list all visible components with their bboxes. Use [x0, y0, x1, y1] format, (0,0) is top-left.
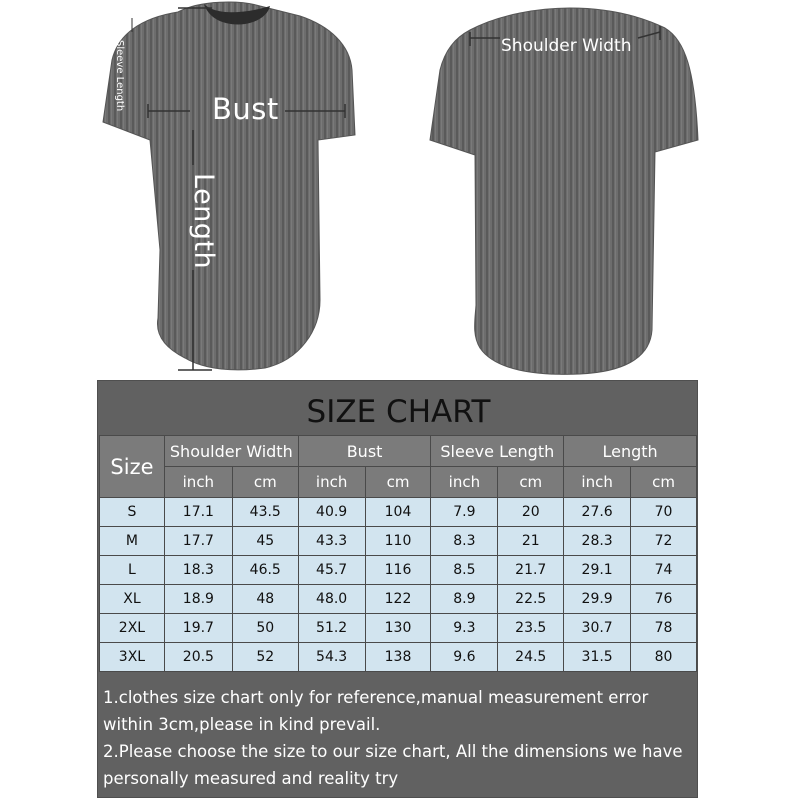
measurement-cell: 19.7	[164, 614, 232, 643]
measurement-cell: 17.7	[164, 527, 232, 556]
group-header-row	[100, 436, 697, 467]
size-chart	[97, 380, 698, 798]
table-row	[100, 585, 697, 614]
group-header-bust: Bust	[298, 436, 431, 467]
measurement-cell: 24.5	[498, 643, 564, 672]
unit-header: inch	[164, 467, 232, 498]
unit-header: inch	[298, 467, 365, 498]
measurement-cell: 46.5	[232, 556, 298, 585]
unit-header: cm	[365, 467, 431, 498]
size-cell: 3XL	[100, 643, 165, 672]
size-chart-title: SIZE CHART	[306, 394, 491, 430]
measurement-cell: 8.5	[431, 556, 498, 585]
measurement-cell: 74	[631, 556, 697, 585]
measurement-cell: 28.3	[564, 527, 631, 556]
measurement-cell: 30.7	[564, 614, 631, 643]
unit-header: cm	[232, 467, 298, 498]
table-row	[100, 556, 697, 585]
note-line: personally measured and reality try	[103, 769, 399, 788]
measurement-cell: 110	[365, 527, 431, 556]
measurement-cell: 20.5	[164, 643, 232, 672]
measurement-cell: 78	[631, 614, 697, 643]
measurement-cell: 20	[498, 498, 564, 527]
unit-header: cm	[498, 467, 564, 498]
measurement-cell: 54.3	[298, 643, 365, 672]
measurement-cell: 52	[232, 643, 298, 672]
measurement-cell: 45	[232, 527, 298, 556]
table-row	[100, 498, 697, 527]
measurement-cell: 17.1	[164, 498, 232, 527]
measurement-cell: 8.9	[431, 585, 498, 614]
measurement-cell: 40.9	[298, 498, 365, 527]
measurement-cell: 7.9	[431, 498, 498, 527]
note-line: 1.clothes size chart only for reference,manual measurement error	[103, 688, 649, 707]
measurement-cell: 43.3	[298, 527, 365, 556]
size-table	[99, 435, 697, 672]
measurement-cell: 76	[631, 585, 697, 614]
size-table-body	[100, 498, 697, 672]
shoulder-width-callout: Shoulder Width	[501, 36, 632, 56]
note-line: 2.Please choose the size to our size chart, All the dimensions we have	[103, 742, 683, 761]
measurement-cell: 21	[498, 527, 564, 556]
measurement-cell: 23.5	[498, 614, 564, 643]
measurement-cell: 43.5	[232, 498, 298, 527]
unit-header: cm	[631, 467, 697, 498]
front-tshirt	[103, 2, 355, 370]
measurement-cell: 21.7	[498, 556, 564, 585]
measurement-cell: 122	[365, 585, 431, 614]
group-header-shoulder-width: Shoulder Width	[164, 436, 298, 467]
measurement-cell: 18.3	[164, 556, 232, 585]
measurement-cell: 9.6	[431, 643, 498, 672]
back-tshirt	[430, 8, 698, 374]
length-callout: Length	[188, 173, 219, 270]
measurement-cell: 130	[365, 614, 431, 643]
measurement-cell: 9.3	[431, 614, 498, 643]
unit-header: inch	[564, 467, 631, 498]
product-images	[0, 0, 800, 378]
size-cell: S	[100, 498, 165, 527]
size-chart-notes	[103, 684, 693, 792]
measurement-cell: 72	[631, 527, 697, 556]
measurement-cell: 138	[365, 643, 431, 672]
measurement-cell: 51.2	[298, 614, 365, 643]
size-cell: XL	[100, 585, 165, 614]
measurement-cell: 45.7	[298, 556, 365, 585]
size-cell: 2XL	[100, 614, 165, 643]
sleeve-length-callout: Sleeve Length	[114, 40, 125, 112]
unit-header-row	[100, 467, 697, 498]
size-cell: M	[100, 527, 165, 556]
table-row	[100, 643, 697, 672]
bust-callout: Bust	[212, 92, 279, 126]
measurement-cell: 8.3	[431, 527, 498, 556]
measurement-cell: 29.1	[564, 556, 631, 585]
measurement-cell: 48.0	[298, 585, 365, 614]
measurement-cell: 104	[365, 498, 431, 527]
measurement-cell: 50	[232, 614, 298, 643]
measurement-cell: 48	[232, 585, 298, 614]
table-row	[100, 527, 697, 556]
measurement-cell: 18.9	[164, 585, 232, 614]
measurement-cell: 29.9	[564, 585, 631, 614]
table-row	[100, 614, 697, 643]
measurement-cell: 27.6	[564, 498, 631, 527]
size-column-header: Size	[100, 436, 165, 498]
measurement-cell: 116	[365, 556, 431, 585]
note-line: within 3cm,please in kind prevail.	[103, 715, 381, 734]
unit-header: inch	[431, 467, 498, 498]
measurement-cell: 80	[631, 643, 697, 672]
group-header-length: Length	[564, 436, 697, 467]
measurement-cell: 70	[631, 498, 697, 527]
group-header-sleeve-length: Sleeve Length	[431, 436, 564, 467]
size-cell: L	[100, 556, 165, 585]
measurement-cell: 22.5	[498, 585, 564, 614]
measurement-cell: 31.5	[564, 643, 631, 672]
